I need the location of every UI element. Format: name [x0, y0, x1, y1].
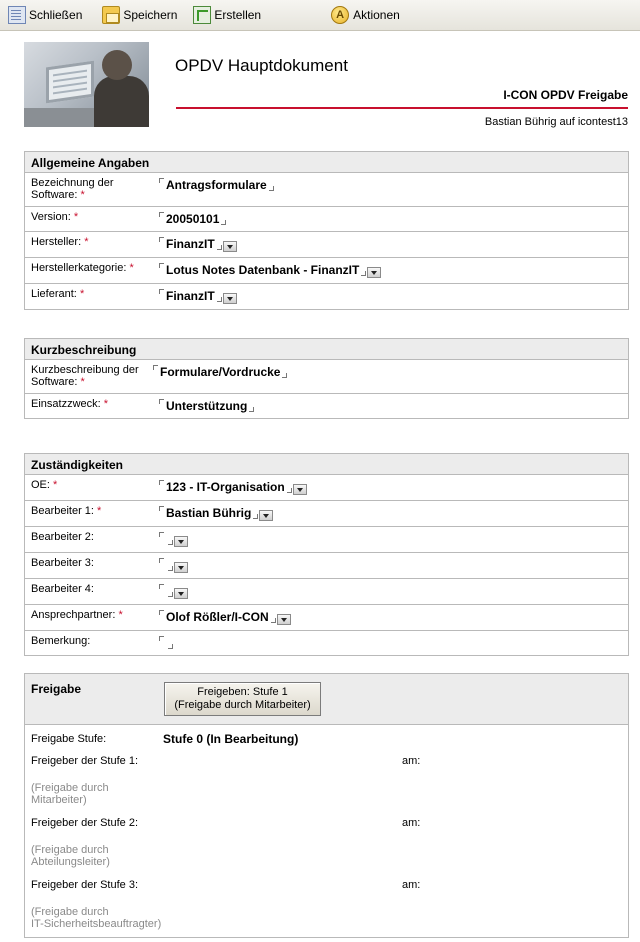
field-label: Bearbeiter 1: * [31, 505, 102, 517]
section-title: Freigabe [31, 682, 82, 696]
release-stage-label: Freigabe Stufe: [31, 733, 107, 745]
author-info: Bastian Bührig auf icontest13 [484, 116, 628, 128]
approver-3-note: (Freigabe durch IT-Sicherheitsbeauftragter) [31, 906, 162, 930]
approver-2-date-label: am: [402, 817, 421, 829]
field-row-manufacturer-category [25, 258, 628, 284]
editor-1-field[interactable]: Bastian Bührig [155, 501, 628, 526]
dropdown-arrow-icon[interactable] [174, 536, 188, 547]
oe-field[interactable]: 123 - IT-Organisation [155, 475, 628, 500]
section-title: Zuständigkeiten [25, 454, 628, 475]
close-button[interactable] [2, 4, 88, 26]
section-title: Kurzbeschreibung [25, 339, 628, 360]
field-row-purpose [25, 394, 628, 418]
create-icon [193, 6, 211, 24]
dropdown-arrow-icon[interactable] [223, 293, 237, 304]
field-label: Bearbeiter 4: [31, 583, 94, 595]
field-label: Bemerkung: [31, 635, 91, 647]
field-label: OE: * [31, 479, 58, 491]
header-divider [176, 107, 628, 109]
approver-2-label: Freigeber der Stufe 2: [31, 817, 139, 829]
field-label: Einsatzzweck: * [31, 398, 109, 410]
field-row-contact [25, 605, 628, 631]
section-title: Allgemeine Angaben [25, 152, 628, 173]
field-row-editor-1 [25, 501, 628, 527]
remark-field[interactable] [155, 631, 628, 655]
create-label: Erstellen [214, 8, 262, 22]
field-label: Version: * [31, 211, 79, 223]
page-title: OPDV Hauptdokument [175, 56, 348, 75]
field-row-short-description [25, 360, 628, 394]
field-label: Lieferant: * [31, 288, 85, 300]
dropdown-arrow-icon[interactable] [259, 510, 273, 521]
save-button[interactable] [96, 4, 183, 26]
dropdown-arrow-icon[interactable] [277, 614, 291, 625]
header-photo [24, 42, 149, 127]
field-row-software-name [25, 173, 628, 207]
purpose-field[interactable]: Unterstützung [155, 394, 628, 418]
field-label: Hersteller: * [31, 236, 89, 248]
dropdown-arrow-icon[interactable] [223, 241, 237, 252]
manufacturer-category-field[interactable]: Lotus Notes Datenbank - FinanzIT [155, 258, 628, 283]
release-stage-value: Stufe 0 (In Bearbeitung) [163, 732, 299, 746]
approver-1-note: (Freigabe durch Mitarbeiter) [31, 782, 109, 806]
field-row-editor-4 [25, 579, 628, 605]
field-label: Bearbeiter 2: [31, 531, 94, 543]
close-label: Schließen [29, 8, 83, 22]
dropdown-arrow-icon[interactable] [293, 484, 307, 495]
actions-button[interactable] [325, 4, 406, 26]
field-label: Kurzbeschreibung der Software: * [31, 364, 139, 388]
section-responsibilities [24, 453, 629, 656]
release-body [25, 725, 628, 937]
actions-label: Aktionen [353, 8, 400, 22]
version-field[interactable]: 20050101 [155, 207, 628, 231]
field-row-version [25, 207, 628, 232]
toolbar [0, 0, 640, 31]
actions-icon: A [331, 6, 349, 24]
approver-2-note: (Freigabe durch Abteilungsleiter) [31, 844, 110, 868]
short-description-field[interactable]: Formulare/Vordrucke [149, 360, 628, 393]
field-label: Bearbeiter 3: [31, 557, 94, 569]
software-name-field[interactable]: Antragsformulare [155, 173, 628, 206]
editor-4-field[interactable] [155, 579, 628, 604]
field-row-remark [25, 631, 628, 655]
field-row-editor-2 [25, 527, 628, 553]
section-summary [24, 338, 629, 419]
manufacturer-field[interactable]: FinanzIT [155, 232, 628, 257]
dropdown-arrow-icon[interactable] [174, 562, 188, 573]
section-general [24, 151, 629, 310]
page-subtitle: I-CON OPDV Freigabe [503, 88, 628, 102]
release-header [25, 674, 628, 725]
section-release [24, 673, 629, 938]
dropdown-arrow-icon[interactable] [367, 267, 381, 278]
save-folder-icon [102, 6, 120, 24]
field-label: Ansprechpartner: * [31, 609, 123, 621]
field-row-oe [25, 475, 628, 501]
approver-3-date-label: am: [402, 879, 421, 891]
field-label: Herstellerkategorie: * [31, 262, 134, 274]
supplier-field[interactable]: FinanzIT [155, 284, 628, 309]
save-label: Speichern [123, 8, 178, 22]
editor-2-field[interactable] [155, 527, 628, 552]
approver-1-label: Freigeber der Stufe 1: [31, 755, 139, 767]
dropdown-arrow-icon[interactable] [174, 588, 188, 599]
release-stage-1-button[interactable]: Freigeben: Stufe 1 (Freigabe durch Mitarbeiter) [164, 682, 321, 716]
field-label: Bezeichnung der Software: * [31, 177, 114, 201]
field-row-supplier [25, 284, 628, 309]
field-row-manufacturer [25, 232, 628, 258]
editor-3-field[interactable] [155, 553, 628, 578]
approver-3-label: Freigeber der Stufe 3: [31, 879, 139, 891]
contact-field[interactable]: Olof Rößler/I-CON [155, 605, 628, 630]
field-row-editor-3 [25, 553, 628, 579]
close-document-icon [8, 6, 26, 24]
approver-1-date-label: am: [402, 755, 421, 767]
create-button[interactable] [187, 4, 267, 26]
